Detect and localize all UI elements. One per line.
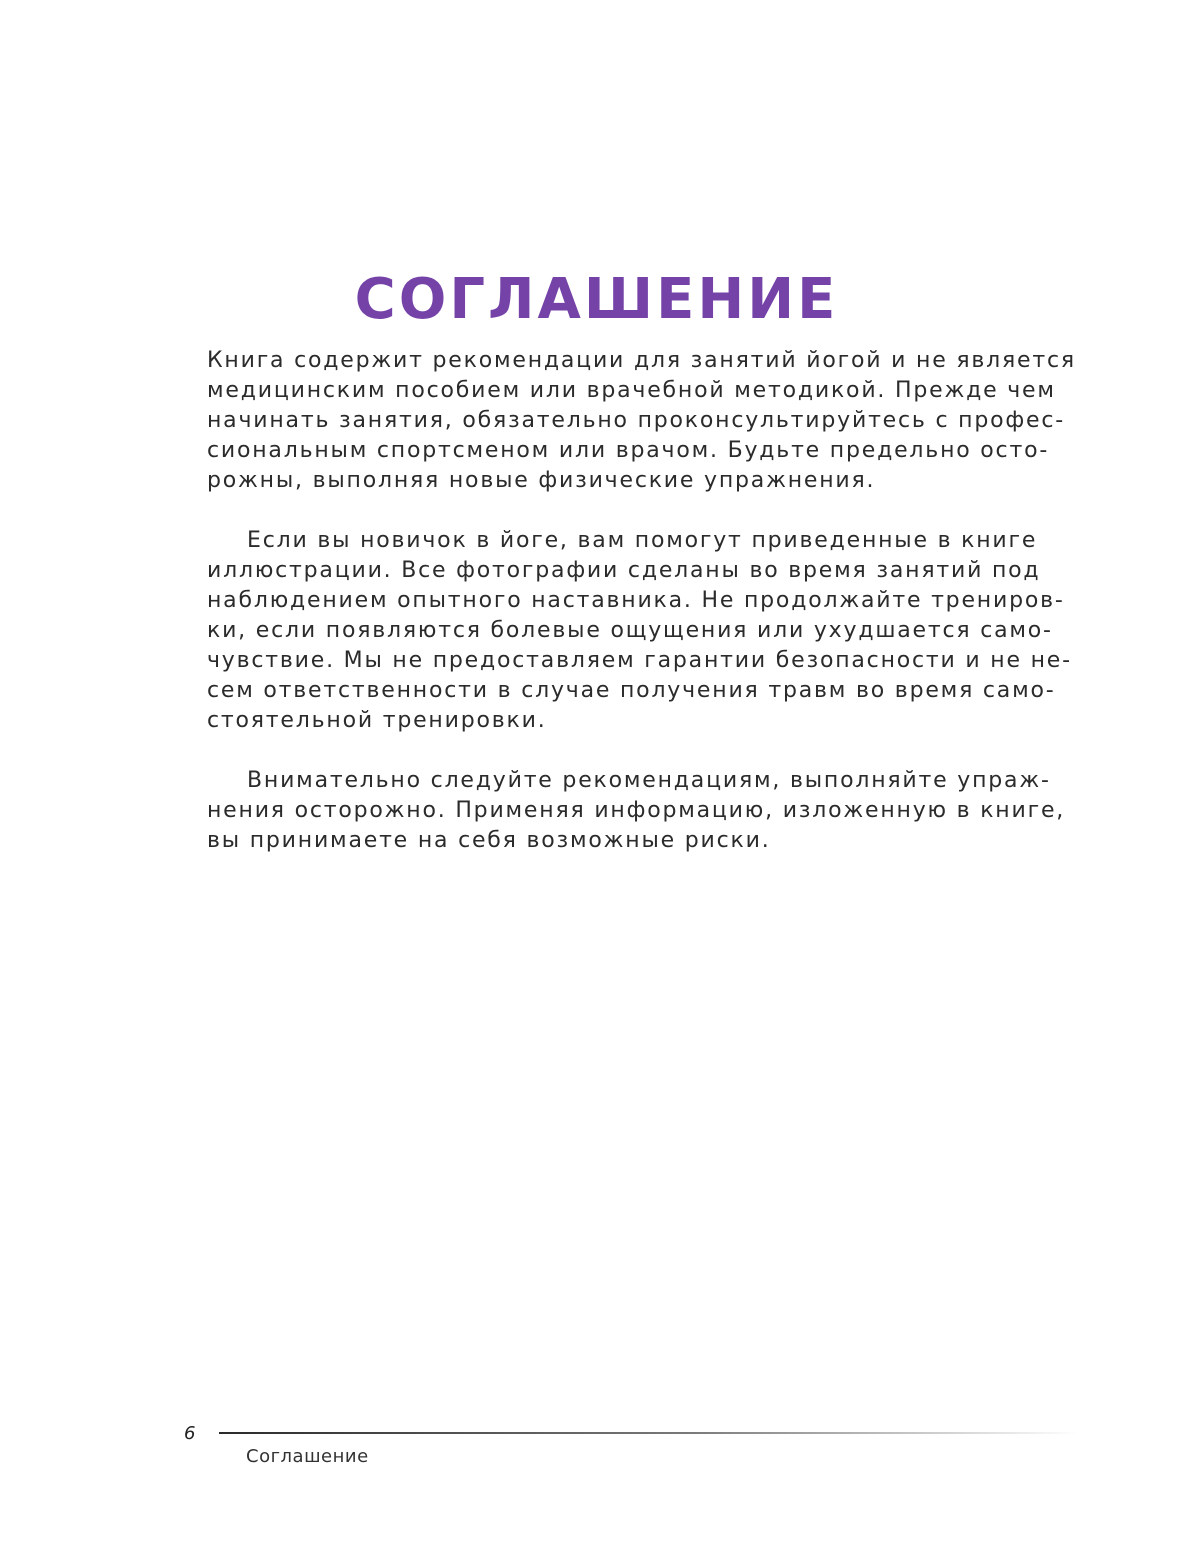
text-line: стоятельной тренировки. <box>207 708 547 733</box>
text-line: наблюдением опытного наставника. Не продолжайте трениров- <box>207 588 1065 613</box>
footer-divider <box>219 1432 1079 1434</box>
body-text <box>207 346 1076 886</box>
text-line: иллюстрации. Все фотографии сделаны во время занятий под <box>207 558 1041 583</box>
text-line: вы принимаете на себя возможные риски. <box>207 828 771 853</box>
text-line: Внимательно следуйте рекомендациям, выполняйте упраж- <box>247 768 1051 793</box>
text-line: сем ответственности в случае получения травм во время само- <box>207 678 1056 703</box>
text-line: Если вы новичок в йоге, вам помогут приведенные в книге <box>247 528 1038 553</box>
paragraph-disclaimer <box>207 346 1076 496</box>
running-footer-label: Соглашение <box>246 1446 369 1467</box>
text-line: сиональным спортсменом или врачом. Будьте предельно осто- <box>207 438 1050 463</box>
text-line: медицинским пособием или врачебной методикой. Прежде чем <box>207 378 1056 403</box>
paragraph-beginners <box>207 526 1072 736</box>
text-line: Книга содержит рекомендации для занятий йогой и не является <box>207 348 1076 373</box>
text-line: нения осторожно. Применяя информацию, изложенную в книге, <box>207 798 1066 823</box>
page-number: 6 <box>184 1423 196 1444</box>
text-line: рожны, выполняя новые физические упражнения. <box>207 468 876 493</box>
page-title: СОГЛАШЕНИЕ <box>354 266 839 332</box>
text-line: начинать занятия, обязательно проконсультируйтесь с профес- <box>207 408 1065 433</box>
text-line: чувствие. Мы не предоставляем гарантии безопасности и не не- <box>207 648 1072 673</box>
text-line: ки, если появляются болевые ощущения или ухудшается само- <box>207 618 1053 643</box>
paragraph-risks <box>207 766 1066 856</box>
